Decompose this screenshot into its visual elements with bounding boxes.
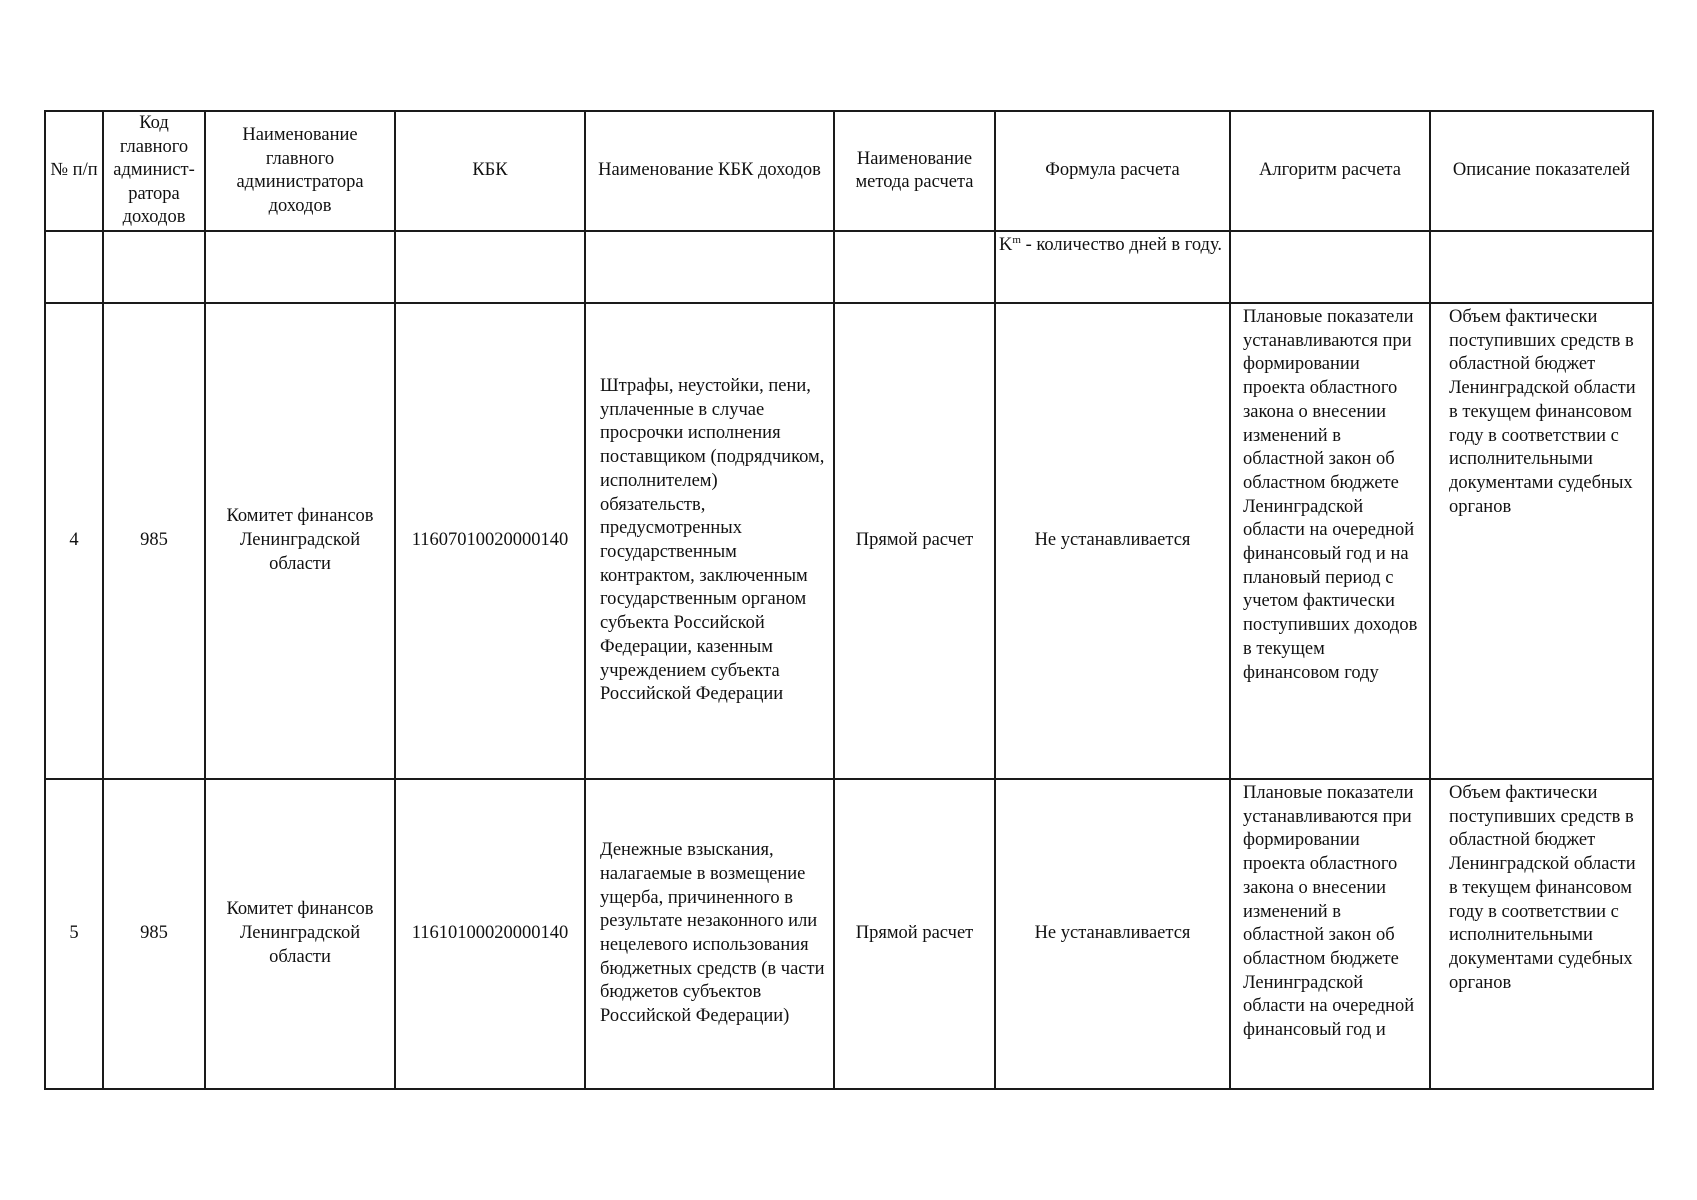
formula-symbol: K — [999, 235, 1013, 255]
cell-empty — [585, 231, 834, 303]
table-row — [45, 779, 1653, 1089]
revenue-methods-table — [44, 110, 1654, 1090]
table-row — [45, 303, 1653, 779]
cell-admin-code: 985 — [103, 303, 205, 779]
formula-definition: - количество дней в году. — [1020, 235, 1222, 255]
cell-admin-code: 985 — [103, 779, 205, 1089]
header-kbk-name: Наименование КБК доходов — [585, 111, 834, 231]
table-row-continuation — [45, 231, 1653, 303]
cell-description: Объем фактически поступивших средств в областной бюджет Ленинградской области в текущем финансовом году в соответствии с исполнительными документами судебных органов — [1430, 303, 1653, 779]
cell-method: Прямой расчет — [834, 779, 995, 1089]
cell-admin-name: Комитет финансов Ленинградской области — [205, 303, 395, 779]
cell-formula: Не устанавливается — [995, 779, 1230, 1089]
header-formula: Формула расчета — [995, 111, 1230, 231]
cell-algorithm: Плановые показатели устанавливаются при формировании проекта областного закона о внесении изменений в областной закон об областном бюджете Ленинградской области на очередной финансовый год и — [1230, 779, 1430, 1089]
table-header-row — [45, 111, 1653, 231]
document-page — [44, 110, 1652, 1090]
cell-kbk: 11610100020000140 — [395, 779, 585, 1089]
header-admin-code: Код главного админист-ратора доходов — [103, 111, 205, 231]
header-method: Наименование метода расчета — [834, 111, 995, 231]
cell-method: Прямой расчет — [834, 303, 995, 779]
cell-empty — [834, 231, 995, 303]
cell-algorithm: Плановые показатели устанавливаются при формировании проекта областного закона о внесении изменений в областной закон об областном бюджете Ленинградской области на очередной финансовый год и на плановый период с учетом фактически поступивших доходов в текущем финансовом году — [1230, 303, 1430, 779]
cell-formula-continuation — [995, 231, 1230, 303]
header-kbk: КБК — [395, 111, 585, 231]
header-description: Описание показателей — [1430, 111, 1653, 231]
cell-empty — [395, 231, 585, 303]
header-algorithm: Алгоритм расчета — [1230, 111, 1430, 231]
header-admin-name: Наименование главного администратора доходов — [205, 111, 395, 231]
cell-empty — [45, 231, 103, 303]
cell-kbk: 11607010020000140 — [395, 303, 585, 779]
cell-empty — [1430, 231, 1653, 303]
cell-empty — [205, 231, 395, 303]
cell-formula: Не устанавливается — [995, 303, 1230, 779]
cell-kbk-name: Денежные взыскания, налагаемые в возмещение ущерба, причиненного в результате незаконного или нецелевого использования бюджетных средств (в части бюджетов субъектов Российской Федерации) — [585, 779, 834, 1089]
formula-superscript: m — [1012, 233, 1021, 246]
cell-description: Объем фактически поступивших средств в областной бюджет Ленинградской области в текущем финансовом году в соответствии с исполнительными документами судебных органов — [1430, 779, 1653, 1089]
cell-kbk-name: Штрафы, неустойки, пени, уплаченные в случае просрочки исполнения поставщиком (подрядчиком, исполнителем) обязательств, предусмотренных государственным контрактом, заключенным государственным органом субъекта Российской Федерации, казенным учреждением субъекта Российской Федерации — [585, 303, 834, 779]
header-num: № п/п — [45, 111, 103, 231]
cell-empty — [1230, 231, 1430, 303]
cell-admin-name: Комитет финансов Ленинградской области — [205, 779, 395, 1089]
cell-num: 4 — [45, 303, 103, 779]
cell-num: 5 — [45, 779, 103, 1089]
cell-empty — [103, 231, 205, 303]
